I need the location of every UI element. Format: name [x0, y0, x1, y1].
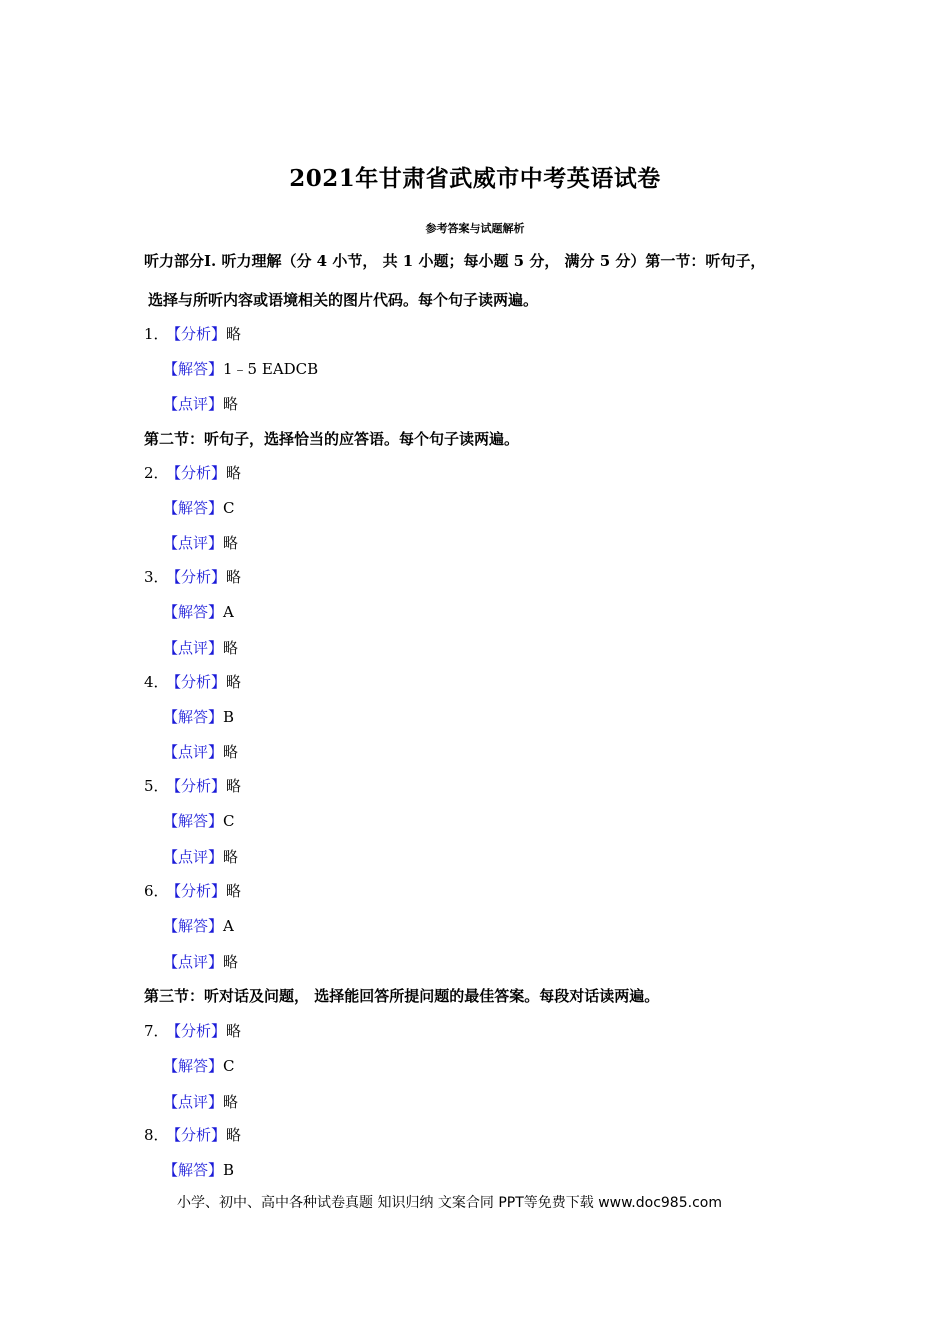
section3-heading: 第三节：听对话及问题， 选择能回答所提问题的最佳答案。每段对话读两遍。: [144, 987, 660, 1005]
item-4-analysis: [144, 671, 241, 692]
answer-text: B: [223, 708, 235, 726]
comment-label: 【点评】: [163, 639, 224, 657]
answer-text: C: [223, 499, 235, 517]
analysis-text: 略: [226, 325, 242, 343]
analysis-label: 【分析】: [166, 777, 227, 795]
answer-text: B: [223, 1161, 235, 1179]
analysis-label: 【分析】: [166, 325, 227, 343]
comment-text: 略: [223, 1093, 239, 1111]
item-3-analysis: [144, 566, 241, 587]
item-2-answer: [163, 497, 235, 518]
item-6-answer: [163, 915, 234, 936]
answer-text: C: [223, 812, 235, 830]
answer-text: A: [223, 603, 234, 621]
analysis-text: 略: [226, 568, 242, 586]
item-4-comment: [163, 741, 238, 762]
answer-label: 【解答】: [163, 360, 224, 378]
analysis-label: 【分析】: [166, 1022, 227, 1040]
analysis-label: 【分析】: [166, 673, 227, 691]
part1-heading-line2: 选择与所听内容或语境相关的图片代码。每个句子读两遍。: [148, 291, 539, 309]
document-subtitle: 参考答案与试题解析: [425, 222, 525, 235]
answer-label: 【解答】: [163, 812, 224, 830]
comment-text: 略: [223, 953, 239, 971]
item-7-analysis: [144, 1020, 241, 1041]
analysis-label: 【分析】: [166, 1126, 227, 1144]
item-1-analysis: [144, 323, 241, 344]
comment-label: 【点评】: [163, 848, 224, 866]
answer-text: C: [223, 1057, 235, 1075]
section2-heading: 第二节：听句子，选择恰当的应答语。每个句子读两遍。: [144, 430, 520, 448]
item-2-comment: [163, 532, 238, 553]
analysis-text: 略: [226, 464, 242, 482]
item-2-analysis: [144, 462, 241, 483]
analysis-label: 【分析】: [166, 464, 227, 482]
comment-label: 【点评】: [163, 743, 224, 761]
answer-label: 【解答】: [163, 708, 224, 726]
item-6-analysis: [144, 880, 241, 901]
comment-label: 【点评】: [163, 395, 224, 413]
item-number: 5．: [144, 777, 169, 795]
analysis-label: 【分析】: [166, 568, 227, 586]
answer-label: 【解答】: [163, 499, 224, 517]
analysis-text: 略: [226, 882, 242, 900]
item-5-comment: [163, 846, 238, 867]
item-3-comment: [163, 637, 238, 658]
answer-label: 【解答】: [163, 1057, 224, 1075]
item-number: 7．: [144, 1022, 169, 1040]
analysis-text: 略: [226, 1126, 242, 1144]
comment-text: 略: [223, 848, 239, 866]
footer-watermark: 小学、初中、高中各种试卷真题 知识归纳 文案合同 PPT等免费下载 www.doc985.com: [177, 1195, 722, 1211]
item-8-answer: [163, 1159, 234, 1180]
analysis-text: 略: [226, 777, 242, 795]
item-5-analysis: [144, 775, 241, 796]
item-number: 4．: [144, 673, 169, 691]
answer-text: 1﹣5 EADCB: [223, 360, 319, 378]
comment-text: 略: [223, 395, 239, 413]
item-number: 1．: [144, 325, 169, 343]
comment-text: 略: [223, 534, 239, 552]
item-number: 6．: [144, 882, 169, 900]
item-3-answer: [163, 601, 234, 622]
comment-label: 【点评】: [163, 953, 224, 971]
answer-text: A: [223, 917, 234, 935]
item-1-answer: [163, 358, 318, 379]
comment-label: 【点评】: [163, 1093, 224, 1111]
item-7-comment: [163, 1091, 238, 1112]
analysis-text: 略: [226, 673, 242, 691]
item-5-answer: [163, 810, 235, 831]
answer-label: 【解答】: [163, 1161, 224, 1179]
item-number: 2．: [144, 464, 169, 482]
item-number: 8．: [144, 1126, 169, 1144]
analysis-label: 【分析】: [166, 882, 227, 900]
analysis-text: 略: [226, 1022, 242, 1040]
item-number: 3．: [144, 568, 169, 586]
item-1-comment: [163, 393, 238, 414]
document-title: 2021年甘肃省武威市中考英语试卷: [289, 165, 661, 192]
comment-text: 略: [223, 639, 239, 657]
item-4-answer: [163, 706, 234, 727]
part1-heading-line1: 听力部分Ⅰ. 听力理解（分 4 小节， 共 1 小题；每小题 5 分， 满分 5 分）第一节：听句子，: [144, 252, 766, 270]
comment-text: 略: [223, 743, 239, 761]
answer-label: 【解答】: [163, 917, 224, 935]
answer-label: 【解答】: [163, 603, 224, 621]
item-7-answer: [163, 1055, 235, 1076]
item-8-analysis: [144, 1124, 241, 1145]
item-6-comment: [163, 951, 238, 972]
comment-label: 【点评】: [163, 534, 224, 552]
